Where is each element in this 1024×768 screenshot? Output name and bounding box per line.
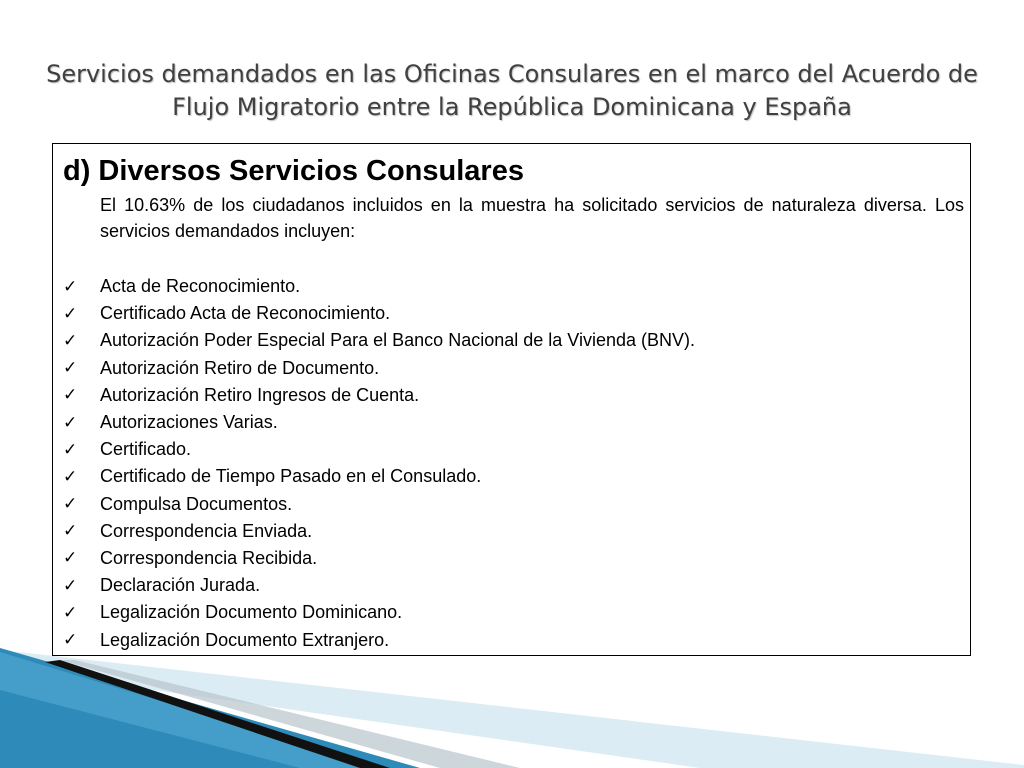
slide-title: Servicios demandados en las Oficinas Consulares en el marco del Acuerdo de Flujo Migratorio entre la República Dominicana y España: [46, 60, 978, 121]
service-label: Autorización Retiro Ingresos de Cuenta.: [100, 384, 420, 405]
checkmark-icon: ✓: [63, 439, 78, 460]
service-item: [63, 545, 695, 572]
service-list: [63, 273, 695, 654]
checkmark-icon: ✓: [63, 575, 78, 596]
section-heading: d) Diversos Servicios Consulares: [63, 155, 524, 187]
service-label: Certificado de Tiempo Pasado en el Consulado.: [100, 466, 482, 487]
service-label: Autorizaciones Varias.: [100, 412, 278, 433]
service-item: [63, 409, 695, 436]
service-label: Autorización Poder Especial Para el Banco Nacional de la Vivienda (BNV).: [100, 330, 695, 351]
service-label: Compulsa Documentos.: [100, 493, 293, 514]
service-item: [63, 355, 695, 382]
checkmark-icon: ✓: [63, 412, 78, 433]
service-label: Correspondencia Enviada.: [100, 520, 313, 541]
checkmark-icon: ✓: [63, 330, 78, 351]
service-item: [63, 382, 695, 409]
service-label: Acta de Reconocimiento.: [100, 276, 301, 297]
service-item: [63, 626, 695, 653]
service-item: [63, 572, 695, 599]
service-label: Certificado.: [100, 439, 192, 460]
service-item: [63, 491, 695, 518]
service-item: [63, 300, 695, 327]
service-item: [63, 599, 695, 626]
checkmark-icon: ✓: [63, 276, 78, 297]
service-label: Correspondencia Recibida.: [100, 547, 318, 568]
checkmark-icon: ✓: [63, 630, 78, 651]
service-label: Legalización Documento Extranjero.: [100, 629, 390, 650]
checkmark-icon: ✓: [63, 494, 78, 515]
service-item: [63, 273, 695, 300]
checkmark-icon: ✓: [63, 385, 78, 406]
checkmark-icon: ✓: [63, 303, 78, 324]
service-item: [63, 518, 695, 545]
service-label: Declaración Jurada.: [100, 575, 261, 596]
checkmark-icon: ✓: [63, 358, 78, 379]
service-item: [63, 436, 695, 463]
service-item: [63, 327, 695, 354]
checkmark-icon: ✓: [63, 602, 78, 623]
checkmark-icon: ✓: [63, 466, 78, 487]
intro-paragraph: El 10.63% de los ciudadanos incluidos en la muestra ha solicitado servicios de naturaleza diversa. Los servicios demandados incluyen:: [100, 195, 964, 241]
checkmark-icon: ✓: [63, 521, 78, 542]
service-label: Certificado Acta de Reconocimiento.: [100, 303, 391, 324]
checkmark-icon: ✓: [63, 548, 78, 569]
service-label: Autorización Retiro de Documento.: [100, 357, 380, 378]
service-item: [63, 463, 695, 490]
service-label: Legalización Documento Dominicano.: [100, 602, 403, 623]
content-box: [52, 143, 971, 656]
